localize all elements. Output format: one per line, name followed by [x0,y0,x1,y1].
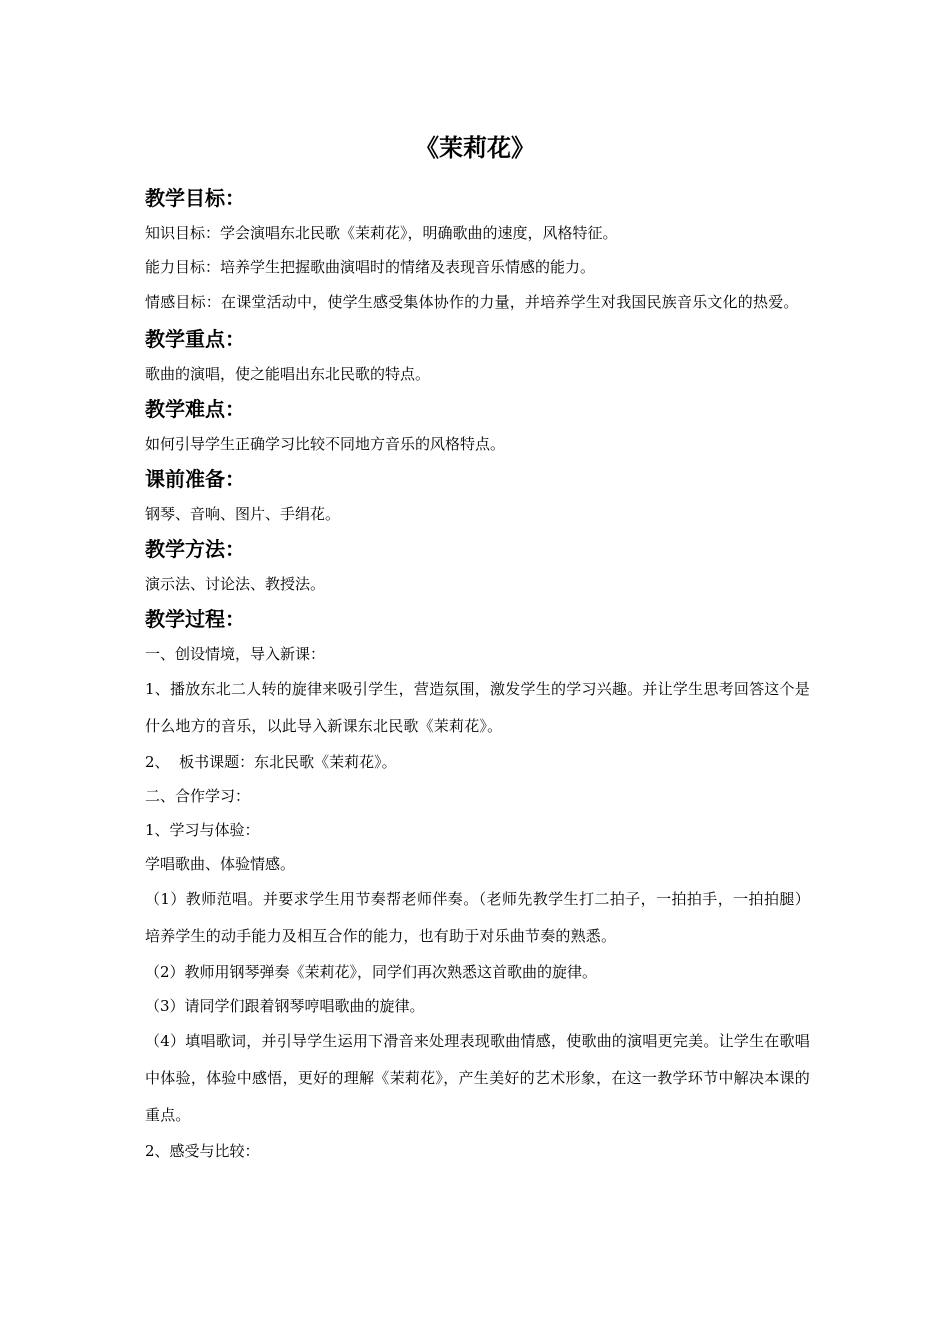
process-step1-title: 一、创设情境，导入新课： [145,645,326,663]
process-step2-sub1-text: 学唱歌曲、体验情感。 [145,855,296,873]
process-step2-title: 二、合作学习： [145,787,251,805]
methods-heading: 教学方法： [145,537,245,561]
process-item-a: （1）教师范唱。并要求学生用节奏帮老师伴奏。（老师先教学生打二拍子，一拍拍手，一拍拍腿）培养学生的动手能力及相互合作的能力，也有助于对乐曲节奏的熟悉。 [145,890,810,945]
methods-text: 演示法、讨论法、教授法。 [145,575,326,593]
preparation-heading: 课前准备： [145,467,245,491]
emotion-goal: 情感目标：在课堂活动中，使学生感受集体协作的力量，并培养学生对我国民族音乐文化的热爱。 [145,293,799,311]
key-points-text: 歌曲的演唱，使之能唱出东北民歌的特点。 [145,365,431,383]
ability-goal: 能力目标：培养学生把握歌曲演唱时的情绪及表现音乐情感的能力。 [145,258,596,276]
preparation-text: 钢琴、音响、图片、手绢花。 [145,505,341,523]
process-heading: 教学过程： [145,607,245,631]
knowledge-goal: 知识目标：学会演唱东北民歌《茉莉花》，明确歌曲的速度，风格特征。 [145,224,618,242]
goals-heading: 教学目标： [145,186,245,210]
process-step1-item1: 1、播放东北二人转的旋律来吸引学生，营造氛围，激发学生的学习兴趣。并让学生思考回答这个是什么地方的音乐，以此导入新课东北民歌《茉莉花》。 [145,680,810,735]
difficulties-heading: 教学难点： [145,397,245,421]
process-step2-sub2: 2、感受与比较： [145,1142,260,1160]
process-item-b: （2）教师用钢琴弹奏《茉莉花》，同学们再次熟悉这首歌曲的旋律。 [145,963,598,981]
difficulties-text: 如何引导学生正确学习比较不同地方音乐的风格特点。 [145,435,506,453]
process-item-c: （3）请同学们跟着钢琴哼唱歌曲的旋律。 [145,997,425,1015]
process-item-d: （4）填唱歌词，并引导学生运用下滑音来处理表现歌曲情感，使歌曲的演唱更完美。让学生在歌唱中体验，体验中感悟，更好的理解《茉莉花》，产生美好的艺术形象，在这一教学环节中解决本课的重点。 [145,1032,810,1124]
key-points-heading: 教学重点： [145,327,245,351]
document-body [145,180,810,1168]
process-step2-sub1: 1、学习与体验： [145,821,260,839]
process-step1-item2: 2、 板书课题：东北民歌《茉莉花》。 [145,753,397,771]
document-title: 《茉莉花》 [415,134,535,162]
